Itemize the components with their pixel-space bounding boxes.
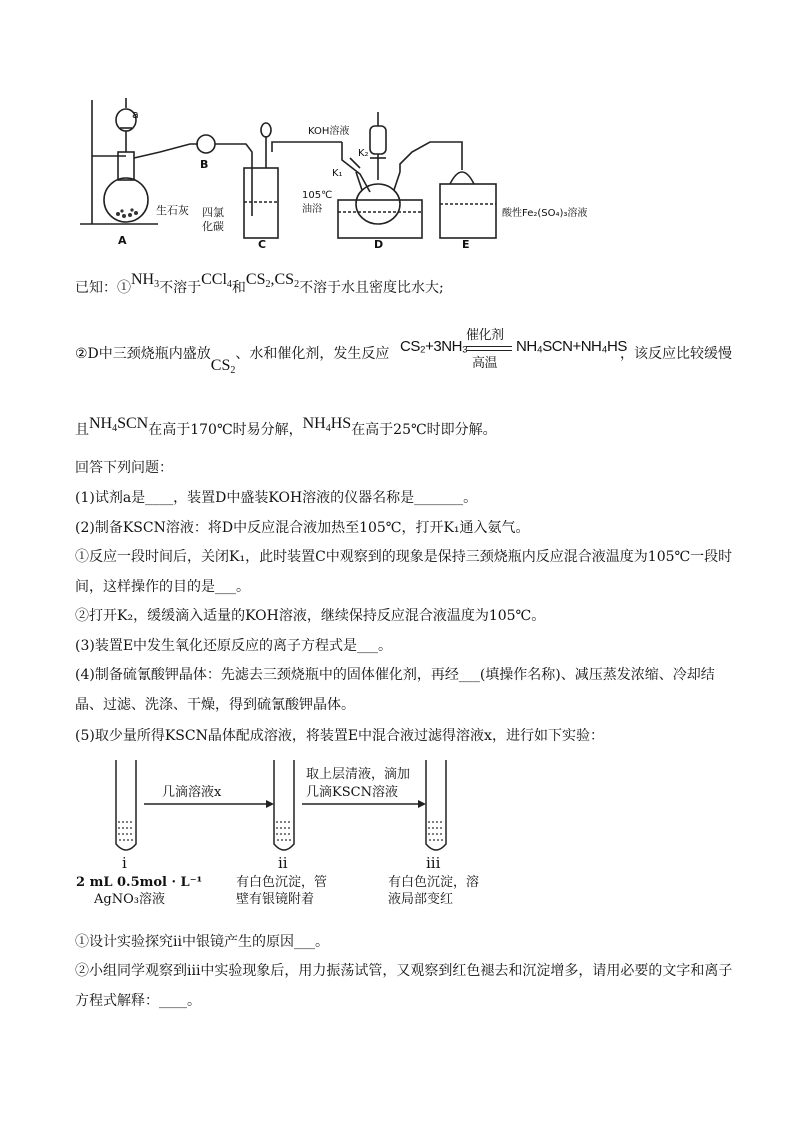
label-k2: K₂: [358, 148, 369, 159]
tube-i-desc-2: AgNO₃溶液: [94, 892, 165, 907]
apparatus-diagram: [70, 92, 610, 252]
label-ccl4-1: 四氯: [202, 206, 224, 219]
eq-right: NH₄SCN+NH₄HS: [516, 338, 627, 355]
bottle-c: [244, 168, 278, 238]
quicklime-solid: [116, 208, 138, 218]
question-4: (4)制备硫氰酸钾晶体：先滤去三颈烧瓶中的固体催化剂，再经___(填操作名称)、减压蒸发浓缩、冷却结晶、过滤、洗涤、干燥，得到硫氰酸钾晶体。: [75, 667, 715, 713]
tube-i-label: i: [122, 854, 127, 872]
label-A: A: [118, 234, 127, 247]
label-a: a: [132, 108, 139, 121]
question-3: (3)装置E中发生氧化还原反应的离子方程式是___。: [75, 638, 393, 654]
label-e-solution: 酸性Fe₂(SO₄)₃溶液: [502, 208, 588, 219]
koh-funnel: [370, 126, 386, 154]
label-bath-oil: 油浴: [302, 204, 322, 215]
tube-ii: [274, 760, 294, 850]
oil-bath: [338, 200, 422, 238]
label-quicklime: 生石灰: [156, 204, 189, 217]
question-2-2: ②打开K₂，缓缓滴入适量的KOH溶液，继续保持反应混合液温度为105℃。: [75, 608, 546, 624]
tube-ii-desc-2: 壁有银镜附着: [236, 892, 315, 907]
beaker-e: [440, 184, 496, 238]
known-line-2-tail: ，该反应比较缓慢: [620, 346, 732, 362]
tube-i-desc-1: 2 mL 0.5mol · L⁻¹: [76, 875, 203, 890]
tube-ii-desc-1: 有白色沉淀，管: [236, 875, 328, 890]
label-bath-temp: 105℃: [302, 190, 333, 201]
known-line-1: 已知：$①NH_3$不溶于CCl$_4$和$CS_2,CS_2$不溶于水且密度比水大;: [75, 271, 444, 296]
question-1: (1)试剂a是____，装置D中盛装KOH溶液的仪器名称是_______。: [75, 490, 478, 506]
known-line-2: ②D中三颈烧瓶内盛放$CS_2$、水和催化剂，发生反应: [75, 346, 390, 376]
eq-catalyst: 催化剂: [466, 328, 504, 343]
tube-iii-desc-1: 有白色沉淀，溶: [388, 875, 480, 890]
label-D: D: [374, 238, 384, 251]
arrow-2-label-2: 几滴KSCN溶液: [306, 785, 398, 800]
known-line-3: 且$NH_4SCN$在高于170℃时易分解，$NH_4HS$在高于25℃时即分解。: [75, 415, 497, 438]
drying-tube-b: [197, 135, 215, 153]
tube-i: [116, 760, 136, 850]
test-tube-experiment: [70, 756, 500, 916]
flask-a: [104, 178, 148, 222]
eq-arrow: [466, 346, 512, 351]
label-E: E: [462, 238, 470, 251]
reaction-equation: [400, 328, 627, 371]
label-b: B: [200, 158, 209, 171]
arrow-2-label-1: 取上层清液，滴加: [306, 767, 411, 782]
eq-left: CS₂+3NH₃: [400, 338, 468, 355]
tube-iii-label: iii: [426, 854, 441, 872]
questions-intro: 回答下列问题：: [75, 460, 173, 476]
tube-iii-desc-2: 液局部变红: [388, 892, 454, 907]
question-2-1: ①反应一段时间后，关闭K₁，此时装置C中观察到的现象是保持三颈烧瓶内反应混合液温度为105℃一段时间，这样操作的目的是___。: [75, 549, 733, 595]
eq-temp: 高温: [472, 356, 498, 371]
question-5-1: ①设计实验探究ii中银镜产生的原因___。: [75, 934, 329, 950]
label-koh: KOH溶液: [308, 126, 350, 137]
tube-ii-label: ii: [278, 854, 288, 872]
label-C: C: [258, 238, 267, 251]
question-2: (2)制备KSCN溶液：将D中反应混合液加热至105℃，打开K₁通入氨气。: [75, 520, 530, 536]
label-k1: K₁: [332, 168, 343, 179]
tube-iii: [426, 760, 446, 850]
label-ccl4-2: 化碳: [202, 220, 224, 233]
question-5: (5)取少量所得KSCN晶体配成溶液，将装置E中混合液过滤得溶液x，进行如下实验：: [75, 728, 604, 744]
question-5-2: ②小组同学观察到iii中实验现象后，用力振荡试管，又观察到红色褪去和沉淀增多，请用必要的文字和离子方程式解释：____。: [75, 963, 733, 1009]
three-neck-flask: [356, 184, 400, 224]
arrow-1-label: 几滴溶液x: [162, 785, 222, 800]
inverted-funnel: [450, 172, 474, 184]
